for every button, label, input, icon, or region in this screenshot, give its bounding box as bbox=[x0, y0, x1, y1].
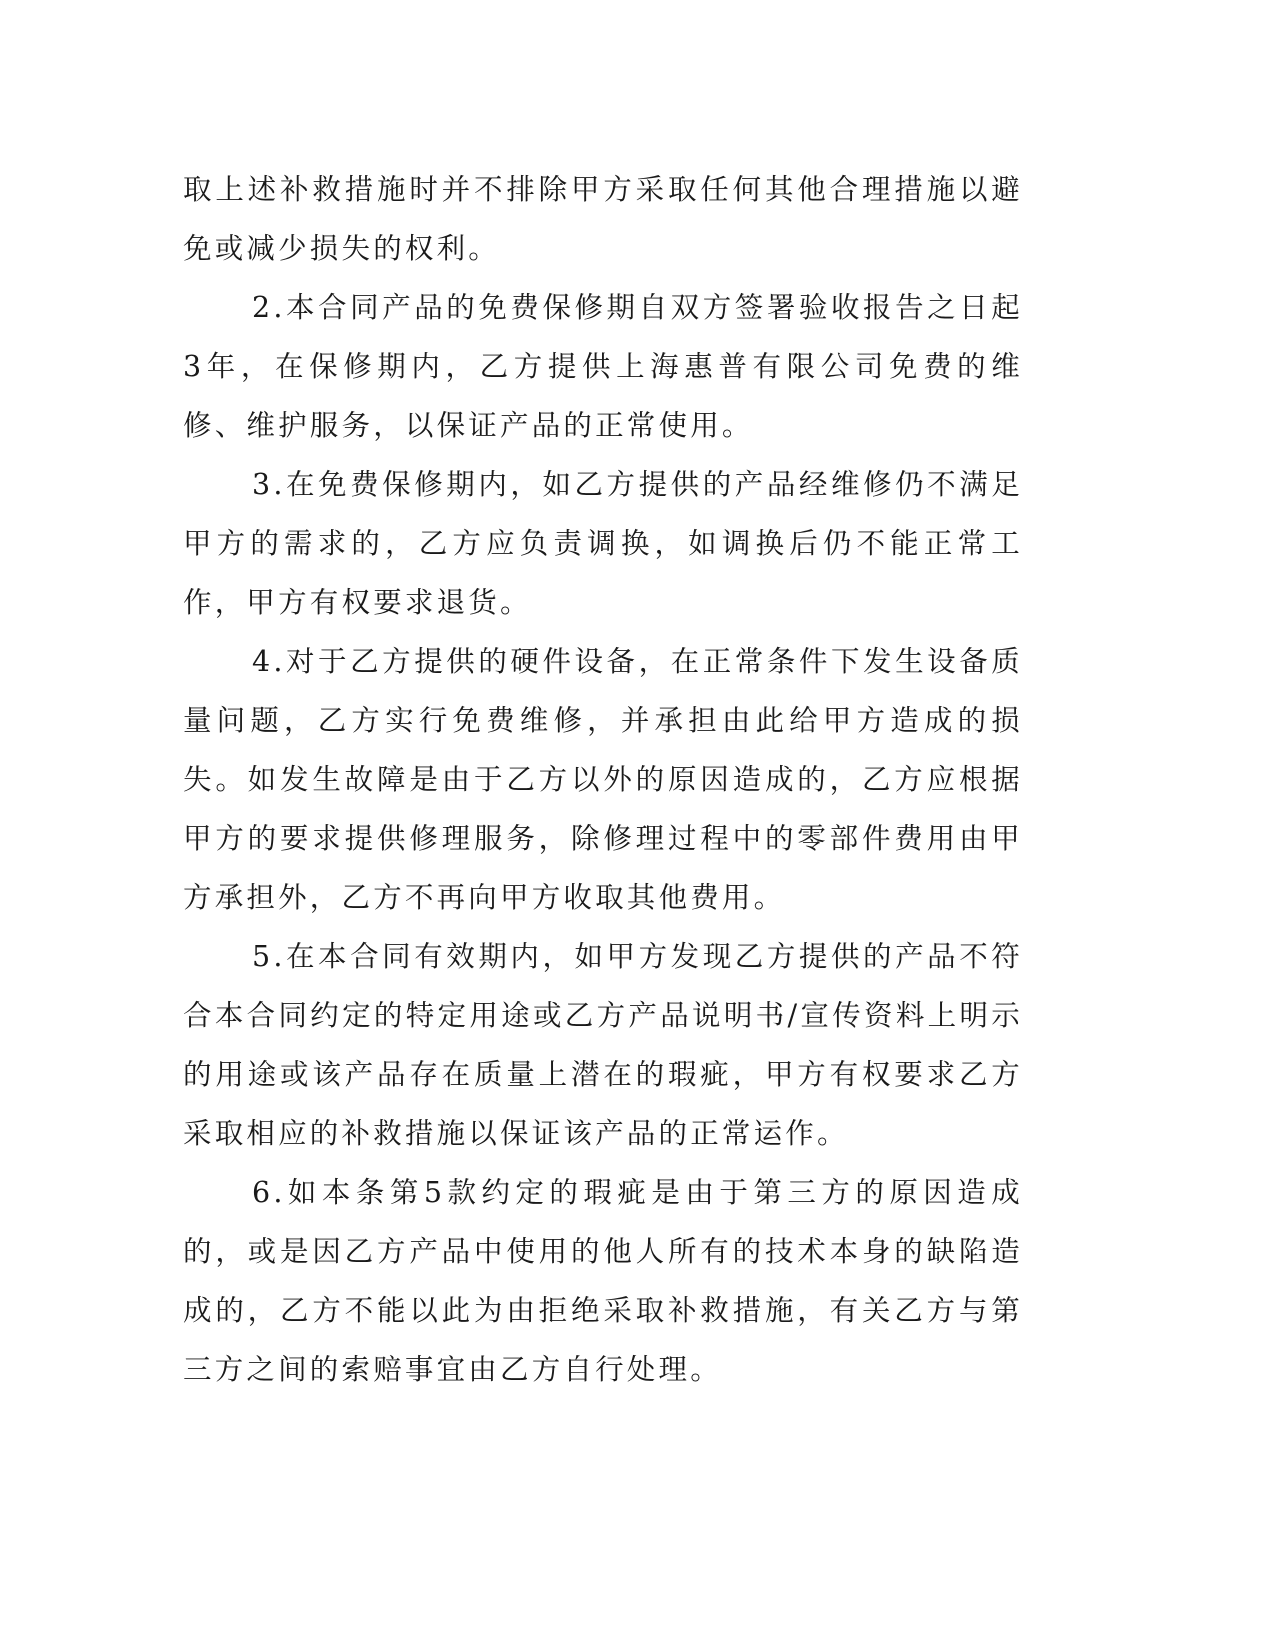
paragraph-continuation: 取上述补救措施时并不排除甲方采取任何其他合理措施以避免或减少损失的权利。 bbox=[183, 173, 1023, 265]
paragraph-clause-6: 6.如本条第5款约定的瑕疵是由于第三方的原因造成的，或是因乙方产品中使用的他人所有的技术本身的缺陷造成的，乙方不能以此为由拒绝采取补救措施，有关乙方与第三方之间的索赔事宜由乙方自行处理。 bbox=[183, 1176, 1023, 1386]
document-body bbox=[183, 160, 1023, 1399]
paragraph-clause-4: 4.对于乙方提供的硬件设备，在正常条件下发生设备质量问题，乙方实行免费维修，并承担由此给甲方造成的损失。如发生故障是由于乙方以外的原因造成的，乙方应根据甲方的要求提供修理服务，除修理过程中的零部件费用由甲方承担外，乙方不再向甲方收取其他费用。 bbox=[183, 645, 1023, 914]
paragraph-clause-5: 5.在本合同有效期内，如甲方发现乙方提供的产品不符合本合同约定的特定用途或乙方产品说明书/宣传资料上明示的用途或该产品存在质量上潜在的瑕疵，甲方有权要求乙方采取相应的补救措施以保证该产品的正常运作。 bbox=[183, 940, 1023, 1150]
paragraph-clause-2: 2.本合同产品的免费保修期自双方签署验收报告之日起3年，在保修期内，乙方提供上海惠普有限公司免费的维修、维护服务，以保证产品的正常使用。 bbox=[183, 291, 1023, 442]
paragraph-clause-3: 3.在免费保修期内，如乙方提供的产品经维修仍不满足甲方的需求的，乙方应负责调换，如调换后仍不能正常工作，甲方有权要求退货。 bbox=[183, 468, 1023, 619]
